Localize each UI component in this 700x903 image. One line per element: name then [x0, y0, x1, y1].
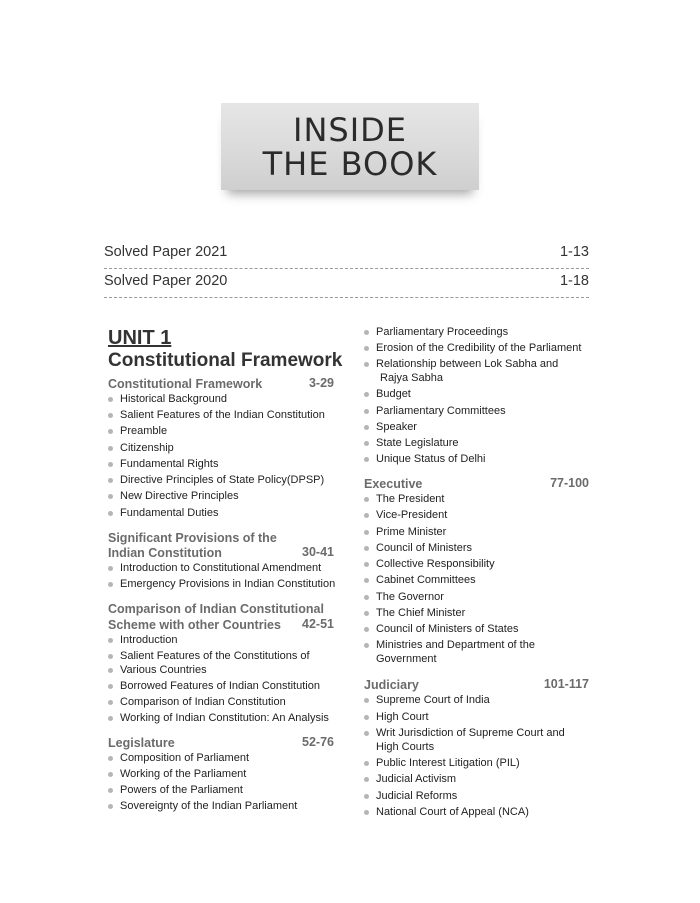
- title-banner: [221, 103, 479, 203]
- section-pages: 3-29: [308, 376, 334, 390]
- toc-item[interactable]: Collective Responsibility: [364, 557, 495, 571]
- title-banner-box: [221, 103, 479, 190]
- toc-item[interactable]: Fundamental Duties: [108, 506, 218, 520]
- toc-item[interactable]: Comparison of Indian Constitution: [108, 695, 286, 709]
- banner-line-2: THE BOOK: [262, 144, 438, 183]
- toc-item[interactable]: Erosion of the Credibility of the Parliament: [364, 341, 581, 355]
- toc-item[interactable]: Fundamental Rights: [108, 457, 218, 471]
- toc-item[interactable]: National Court of Appeal (NCA): [364, 805, 529, 819]
- toc-item[interactable]: Judicial Activism: [364, 772, 456, 786]
- toc-item-cont[interactable]: Government: [376, 653, 437, 665]
- toc-item[interactable]: Supreme Court of India: [364, 693, 490, 707]
- toc-item[interactable]: Introduction to Constitutional Amendment: [108, 561, 321, 575]
- toc-item-cont[interactable]: Various Countries: [108, 663, 207, 677]
- toc-item[interactable]: Working of Indian Constitution: An Analysis: [108, 711, 329, 725]
- toc-item[interactable]: Speaker: [364, 420, 417, 434]
- toc-item[interactable]: Vice-President: [364, 508, 447, 522]
- toc-item[interactable]: Relationship between Lok Sabha and: [364, 357, 558, 371]
- toc-item[interactable]: New Directive Principles: [108, 489, 239, 503]
- toc-item[interactable]: Salient Features of the Constitutions of: [108, 649, 310, 663]
- solved-paper-row[interactable]: [104, 244, 589, 269]
- section-title[interactable]: Judiciary: [364, 678, 419, 692]
- toc-item[interactable]: Citizenship: [108, 441, 174, 455]
- toc-item[interactable]: Working of the Parliament: [108, 767, 246, 781]
- toc-item[interactable]: Budget: [364, 387, 411, 401]
- toc-item[interactable]: Parliamentary Committees: [364, 404, 506, 418]
- section-title[interactable]: Comparison of Indian Constitutional: [108, 602, 324, 616]
- unit-title: Constitutional Framework: [108, 350, 343, 371]
- toc-item[interactable]: State Legislature: [364, 436, 459, 450]
- toc-item[interactable]: Parliamentary Proceedings: [364, 325, 508, 339]
- toc-item[interactable]: Powers of the Parliament: [108, 783, 243, 797]
- toc-item[interactable]: Cabinet Committees: [364, 573, 476, 587]
- toc-item[interactable]: Unique Status of Delhi: [364, 452, 485, 466]
- section-title[interactable]: Legislature: [108, 736, 175, 750]
- section-title-cont[interactable]: Scheme with other Countries: [108, 618, 281, 632]
- solved-paper-pages: 1-18: [559, 273, 589, 289]
- toc-item[interactable]: Composition of Parliament: [108, 751, 249, 765]
- toc-item[interactable]: Writ Jurisdiction of Supreme Court and: [364, 726, 565, 740]
- section-pages: 42-51: [302, 617, 334, 631]
- toc-item[interactable]: High Court: [364, 710, 429, 724]
- toc-item[interactable]: Introduction: [108, 633, 177, 647]
- unit-label: UNIT 1: [108, 327, 172, 349]
- toc-item[interactable]: Emergency Provisions in Indian Constitution: [108, 577, 335, 591]
- toc-item[interactable]: Council of Ministers of States: [364, 622, 518, 636]
- toc-item-cont[interactable]: High Courts: [376, 741, 435, 753]
- section-title-cont[interactable]: Indian Constitution: [108, 546, 222, 560]
- toc-item[interactable]: Directive Principles of State Policy(DPSP): [108, 473, 324, 487]
- toc-item[interactable]: Public Interest Litigation (PIL): [364, 756, 520, 770]
- toc-item[interactable]: Salient Features of the Indian Constitution: [108, 408, 325, 422]
- toc-item-cont[interactable]: Rajya Sabha: [380, 372, 443, 384]
- toc-item[interactable]: Preamble: [108, 424, 167, 438]
- toc-item[interactable]: Prime Minister: [364, 525, 446, 539]
- section-title[interactable]: Executive: [364, 477, 423, 491]
- solved-paper-title: Solved Paper 2021: [104, 244, 228, 260]
- toc-item[interactable]: Historical Background: [108, 392, 227, 406]
- section-title[interactable]: Significant Provisions of the: [108, 531, 277, 545]
- toc-item[interactable]: Council of Ministers: [364, 541, 472, 555]
- section-pages: 101-117: [543, 677, 589, 691]
- toc-item[interactable]: Ministries and Department of the: [364, 638, 535, 652]
- toc-item[interactable]: Sovereignty of the Indian Parliament: [108, 799, 297, 813]
- section-pages: 52-76: [302, 735, 334, 749]
- solved-paper-title: Solved Paper 2020: [104, 273, 228, 289]
- toc-item[interactable]: Borrowed Features of Indian Constitution: [108, 679, 320, 693]
- solved-paper-row[interactable]: [104, 273, 589, 298]
- section-pages: 77-100: [550, 476, 589, 490]
- toc-item[interactable]: Judicial Reforms: [364, 789, 457, 803]
- section-title[interactable]: Constitutional Framework: [108, 377, 263, 391]
- toc-item[interactable]: The President: [364, 492, 444, 506]
- solved-paper-pages: 1-13: [559, 244, 589, 260]
- toc-item[interactable]: The Governor: [364, 590, 444, 604]
- banner-line-1: INSIDE: [293, 110, 407, 149]
- toc-item[interactable]: The Chief Minister: [364, 606, 465, 620]
- section-pages: 30-41: [302, 545, 334, 559]
